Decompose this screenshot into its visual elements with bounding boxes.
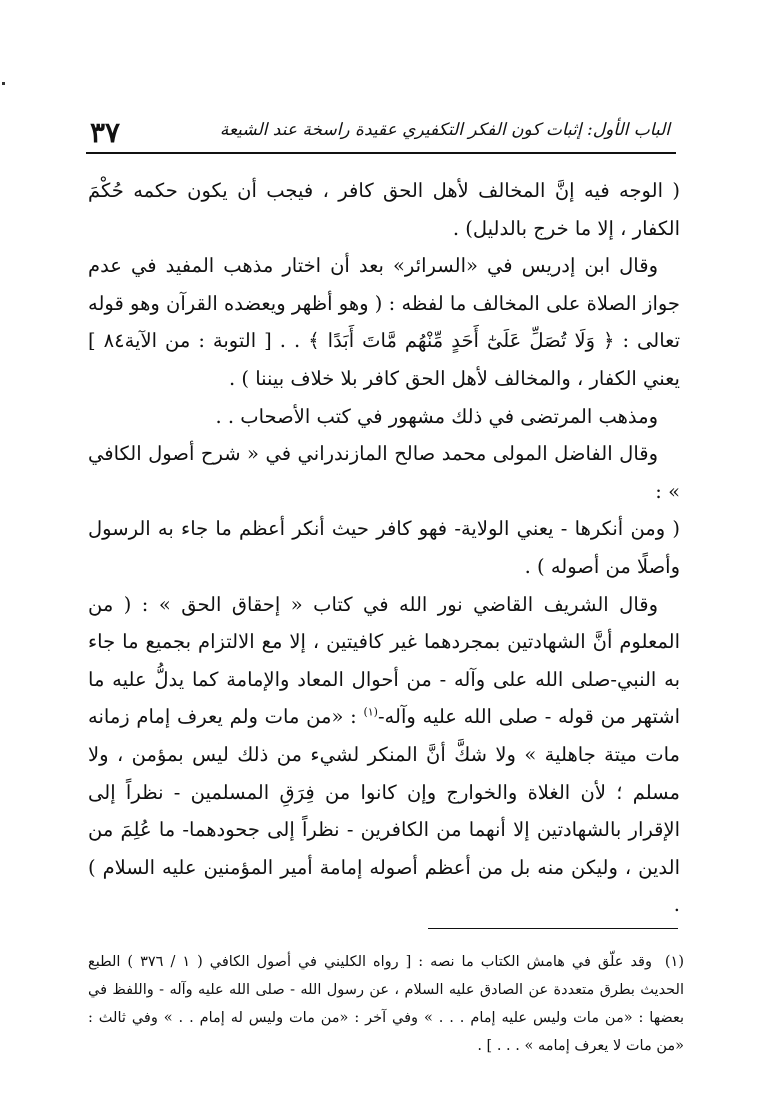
paragraph-1: ( الوجه فيه إنَّ المخالف لأهل الحق كافر ، فيجب أن يكون حكمه حُكْمَ الكفار ، إلا ما خرج بالدليل) . xyxy=(88,179,680,240)
scan-speck xyxy=(2,82,5,85)
paragraph-5: ( ومن أنكرها - يعني الولاية- فهو كافر حيث أنكر أعظم ما جاء به الرسول وأصلًا من أصوله ) . xyxy=(88,517,680,578)
paragraph-6-part-1: وقال الشريف القاضي نور الله في كتاب « إحقاق الحق » : ( من المعلوم أنَّ الشهادتين بمجردهما غير كافيتين ، إلا مع الالتزام بجميع ما جاء به النبي-صلى الله على وآله - من أحوال المعاد والإمامة كما يدلُّ عليه ما اشتهر من قوله - صلى الله عليه وآله- xyxy=(88,592,680,729)
paragraph-4: وقال الفاضل المولى محمد صالح المازندراني في « شرح أصول الكافي » : xyxy=(88,442,680,503)
main-text xyxy=(88,172,680,924)
footnote-mark: (١) xyxy=(664,954,684,970)
paragraph-2: وقال ابن إدريس في «السرائر» بعد أن اختار مذهب المفيد في عدم جواز الصلاة على المخالف ما لفظه : ( وهو أظهر ويعضده القرآن وهو قوله تعالى : ﴿ وَلَا تُصَلِّ عَلَىٰٓ أَحَدٍ مِّنْهُم مَّاتَ أَبَدًا ﴾ . . [ التوبة : من الآية٨٤ ] يعني الكفار ، والمخالف لأهل الحق كافر بلا خلاف بيننا ) . xyxy=(88,254,681,390)
paragraph-3: ومذهب المرتضى في ذلك مشهور في كتب الأصحاب . . xyxy=(215,404,658,428)
footnote-paragraph xyxy=(88,948,684,1060)
page-number: ٣٧ xyxy=(90,116,121,149)
footnote-text: وقد علّق في هامش الكتاب ما نصه : [ رواه الكليني في أصول الكافي ( ١ / ٣٧٦ ) الطبع الحديث بطرق متعددة عن الصادق عليه السلام ، عن رسول الله - صلى الله عليه وآله - واللفظ في بعضها : «من مات وليس عليه إمام . . . » وفي آخر : «من مات وليس له إمام . . » وفي ثالث : «من مات لا يعرف إمامه » . . . ] . xyxy=(88,954,684,1054)
paragraph-6 xyxy=(88,586,680,924)
header-rule xyxy=(86,152,676,154)
footnote-rule xyxy=(428,928,678,929)
footnote xyxy=(88,948,684,1060)
running-title: الباب الأول: إثبات كون الفكر التكفيري عقيدة راسخة عند الشيعة xyxy=(219,120,670,140)
footnote-reference[interactable]: (١) xyxy=(363,705,378,719)
paragraph-6-part-2: : «من مات ولم يعرف إمام زمانه مات ميتة جاهلية » ولا شكَّ أنَّ المنكر لشيء من ذلك ليس بمؤمن ، ولا مسلم ؛ لأن الغلاة والخوارج وإن كانوا من فِرَقِ المسلمين - نظراً إلى الإقرار بالشهادتين إلا أنهما من الكافرين - نظراً إلى جحودهما- ما عُلِمَ من الدين ، وليكن منه بل من أعظم أصوله إمامة أمير المؤمنين عليه السلام ) . xyxy=(88,705,680,917)
